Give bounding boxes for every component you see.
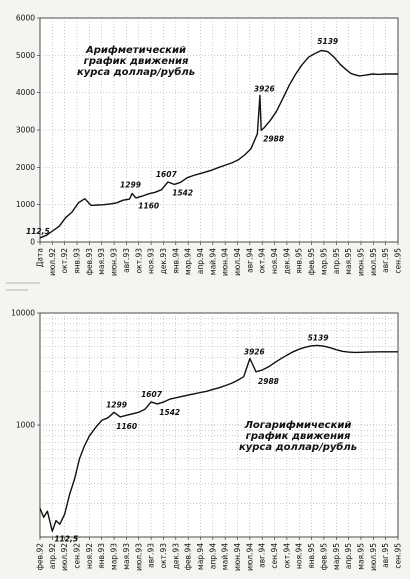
- x-tick-label: апр.95: [344, 543, 354, 570]
- arithmetic-chart: [16, 14, 403, 277]
- x-tick-label: авг.95: [381, 543, 391, 568]
- x-tick-label: Дата: [35, 248, 45, 268]
- data-annotation: 2988: [263, 134, 285, 144]
- data-annotation: 1542: [172, 188, 194, 198]
- x-tick-label: мая.95: [344, 248, 354, 275]
- x-tick-label: авг.94: [245, 247, 255, 273]
- x-tick-label: мая.95: [356, 543, 366, 570]
- data-annotation: 3926: [253, 84, 275, 94]
- x-tick-label: янв.95: [307, 543, 317, 569]
- x-tick-label: июл.92: [60, 543, 70, 571]
- x-tick-label: мар.95: [331, 543, 341, 570]
- x-tick-label: ноя.93: [146, 248, 156, 274]
- y-tick-label: 0: [30, 237, 35, 247]
- x-tick-label: фев.95: [307, 248, 317, 276]
- x-tick-label: мая.93: [97, 248, 107, 275]
- x-tick-label: окт.92: [60, 248, 70, 274]
- data-annotation: 112,5: [54, 534, 79, 544]
- data-annotation: 1299: [106, 400, 127, 410]
- data-annotation: 1299: [120, 180, 141, 190]
- x-tick-label: мар.94: [183, 248, 193, 275]
- x-tick-label: ноя.92: [84, 543, 94, 569]
- x-tick-label: ноя.94: [270, 248, 280, 274]
- y-tick-label: 4000: [15, 88, 35, 98]
- data-annotation: 1607: [155, 170, 177, 180]
- x-tick-label: мар.95: [319, 248, 329, 275]
- x-tick-label: июл.94: [245, 543, 255, 571]
- x-tick-label: окт.94: [282, 543, 292, 569]
- x-tick-label: мар.94: [195, 543, 205, 570]
- x-tick-label: янв.93: [97, 543, 107, 569]
- x-tick-label: июн.93: [109, 248, 119, 277]
- x-tick-label: дек.93: [158, 248, 168, 275]
- x-tick-label: апр.92: [47, 543, 57, 570]
- x-tick-label: ноя.94: [294, 543, 304, 569]
- x-tick-label: июл.92: [47, 248, 57, 276]
- chart-title-line: Логарифмический: [244, 420, 352, 431]
- x-tick-label: июн.95: [356, 248, 366, 277]
- x-tick-label: июл.93: [134, 543, 144, 571]
- y-tick-label: 2000: [15, 162, 35, 172]
- data-annotation: 112,5: [26, 226, 50, 236]
- x-tick-label: май.94: [208, 248, 218, 276]
- x-tick-label: июн.94: [220, 248, 230, 277]
- x-tick-label: авг.93: [121, 248, 131, 273]
- x-tick-label: апр.94: [208, 543, 218, 570]
- x-tick-label: янв.94: [171, 248, 181, 274]
- y-tick-label: 1000: [15, 420, 35, 430]
- y-tick-label: 1000: [15, 200, 35, 210]
- data-annotation: 1160: [138, 201, 160, 211]
- x-tick-label: фев.93: [84, 248, 94, 276]
- x-tick-label: окт.94: [257, 248, 267, 274]
- x-tick-label: сен.94: [270, 543, 280, 569]
- x-tick-label: июл.95: [368, 543, 378, 571]
- chart-title-line: курса доллар/рубль: [76, 67, 196, 78]
- chart-title-line: график движения: [245, 431, 351, 442]
- x-tick-label: июн.94: [233, 543, 243, 572]
- x-tick-label: май.94: [220, 543, 230, 571]
- x-tick-label: июл.95: [368, 248, 378, 276]
- x-tick-label: фев.95: [319, 543, 329, 571]
- x-tick-label: фев.92: [35, 543, 45, 571]
- y-tick-label: 5000: [15, 50, 35, 60]
- data-annotation: 5139: [317, 37, 339, 47]
- x-tick-label: янв.93: [72, 248, 82, 274]
- chart-title-line: курса доллар/рубль: [238, 442, 358, 453]
- data-annotation: 5139: [307, 333, 329, 343]
- logarithmic-chart: [11, 309, 402, 572]
- y-tick-label: 6000: [15, 13, 35, 23]
- x-tick-label: апр.95: [331, 248, 341, 275]
- x-tick-label: сен.92: [72, 543, 82, 569]
- y-tick-label: 10000: [11, 308, 35, 318]
- x-tick-label: окт.93: [158, 543, 168, 569]
- x-tick-label: фев.94: [183, 543, 193, 571]
- x-tick-label: сен.95: [393, 543, 403, 569]
- x-tick-label: авг.93: [146, 543, 156, 568]
- x-tick-label: апр.94: [195, 248, 205, 275]
- x-tick-label: янв.95: [294, 248, 304, 274]
- data-annotation: 1160: [116, 421, 138, 431]
- x-tick-label: мая.93: [121, 543, 131, 570]
- chart-title-line: Арифметический: [86, 45, 186, 56]
- data-annotation: 1607: [141, 389, 162, 399]
- x-tick-label: мар.93: [109, 543, 119, 570]
- x-tick-label: июл.94: [233, 248, 243, 276]
- y-tick-label: 3000: [15, 125, 35, 135]
- data-annotation: 1542: [159, 407, 181, 417]
- x-tick-label: окт.93: [134, 248, 144, 274]
- data-annotation: 3926: [243, 347, 265, 357]
- x-tick-label: авг.95: [381, 248, 391, 273]
- x-tick-label: дек.94: [282, 248, 292, 275]
- x-tick-label: дек.93: [171, 543, 181, 570]
- data-annotation: 2988: [258, 376, 279, 386]
- x-tick-label: сен.95: [393, 248, 403, 274]
- x-tick-label: авг.94: [257, 543, 267, 568]
- chart-title-line: график движения: [83, 56, 189, 67]
